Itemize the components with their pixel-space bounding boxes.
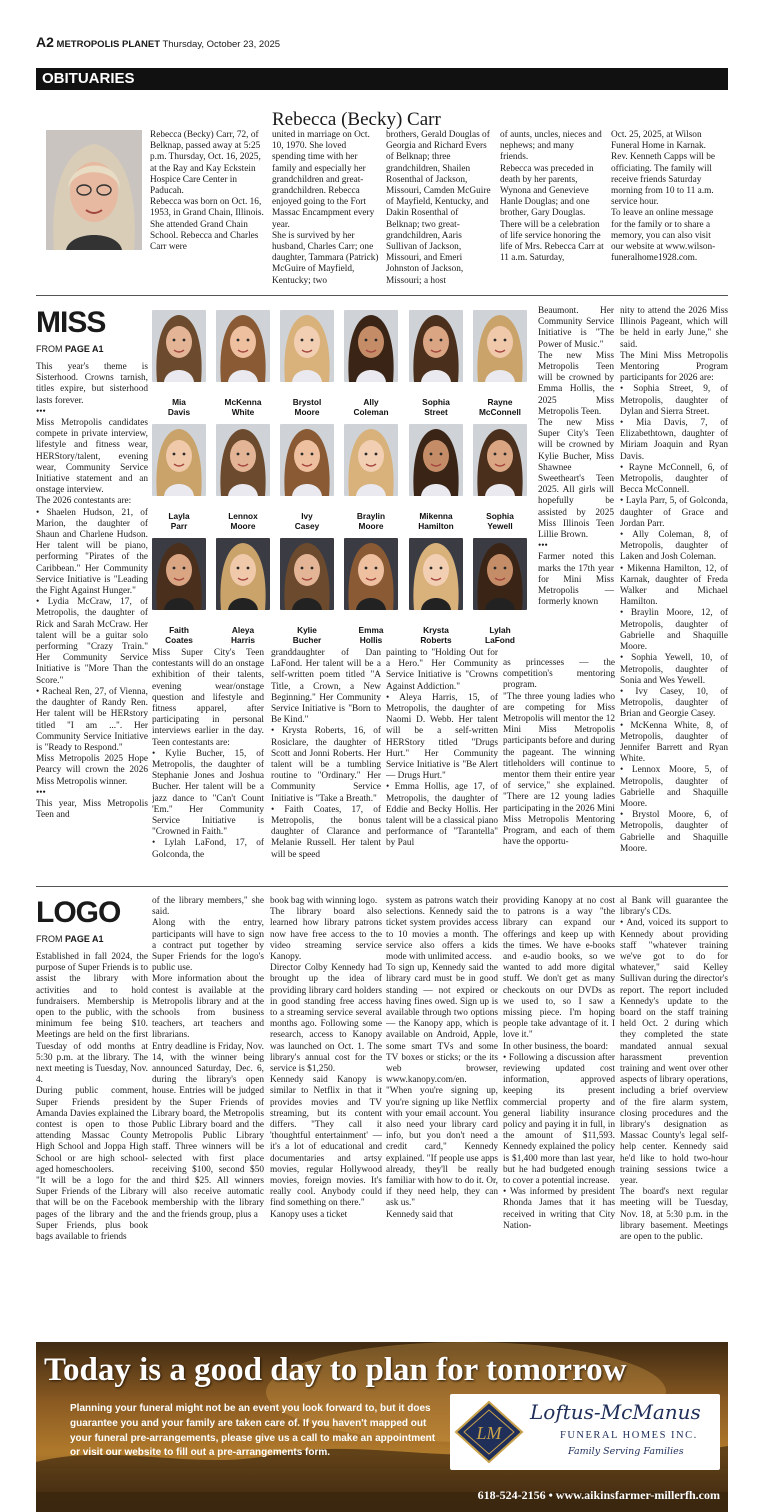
headshot-photo [280,538,334,610]
headshot-caption: Mia Davis [167,397,191,417]
headshot-caption: Aleya Harris [231,625,255,645]
headshot-photo [280,310,334,382]
miss-column-1-text: This year's theme is Sisterhood. Crowns tarnish, titles expire, but sisterhood lasts forever. ••• Miss Metropolis candidates compete in private interview, lifestyle and fitness wear, HERStory/talent, evening wear, Community Service Initiative statement and an onstage interview. The 2026 contestants are: • Shaelen Hudson, 21, of Marion, the daughter of Shaun and Charlene Hudson. Her talent will be piano, performing "Pirates of the Caribbean." Her Community Service Initiative is "Leading the Fight Against Hunger." • Lydia McCraw, 17, of Metropolis, the daughter of Rick and Sarah McCraw. Her talent will be a guitar solo performing "Crazy Train." Her Community Service Initiative is "More Than the Score." • Racheal Ren, 27, of Vienna, the daughter of Randy Ren. Her talent will be HERstory titled "I am ...". Her Community Service Initiative is "Ready to Respond." Miss Metropolis 2025 Hope Pearcy will crown the 2026 Miss Metropolis winner. ••• This year, Miss Metropolis Teen and [36,362,148,821]
headshot-caption: Rayne McConnell [479,397,521,417]
jump-page: PAGE A1 [65,344,104,354]
headshot-caption: Braylin Moore [356,511,386,531]
obituary-column-4: of aunts, uncles, nieces and nephews; and many friends. Rebecca was preceded in death by her parents, Wynona and Genevieve Hanle Douglas; and one brother, Gary Douglas. There will be a celebration of life service honoring the life of Mrs. Rebecca Carr at 11 a.m. Saturday, [500,130,604,264]
paper-name: METROPOLIS PLANET [56,39,160,50]
obituary-column-1: Rebecca (Becky) Carr, 72, of Belknap, passed away at 5:25 p.m. Thursday, Oct. 16, 2025, at the Ray and Kay Eckstein Hospice Care Center in Paducah. Rebecca was born on Oct. 16, 1953, in Grand Chain, Illinois. She attended Grand Chain School. Rebecca and Charles Carr were [150,130,264,253]
ad-headline: Today is a good day to plan for tomorrow [44,1352,627,1388]
headshot-photo [344,538,398,610]
logo-column-4: system as patrons watch their selections. Kennedy said the ticket system provides access to 10 movies a month. The service also offers a kids mode with unlimited access. To sign up, Kennedy said the library card must be in good standing — not expired or having fines owed. Sign up is available through two options — the Kanopy app, which is available on Android, Apple, some smart TVs and some TV boxes or sticks; or the its web browser, www.kanopy.com/en. "When you're signing up, you're signing up like Netflix with your email account. You also need your library card info, but you don't need a credit card," Kennedy explained. "If people use apps already, they'll be really familiar with how to do it. Or, if they need help, they can ask us." Kennedy said that [386,896,498,1220]
headshot-caption: Lylah LaFond [485,625,515,645]
logo-column-5: providing Kanopy at no cost to patrons is a way "the library can expand our offerings and keep up with the times. We have e-books and e-audio books, so we wanted to add more digital stuff. We don't get as many checkouts on our DVDs as we used to, so I saw a missing piece. I'm hoping people take advantage of it. I love it." In other business, the board: • Following a discussion after reviewing updated cost information, approved keeping its present commercial property and general liability insurance policy and paying it in full, in the amount of $11,593. Kennedy explained the policy is $1,400 more than last year, but he had budgeted enough to cover a potential increase. • Was informed by president Rhonda James that it has received in writing that City Nation- [503,896,615,1231]
logo-column-3: book bag with winning logo. The library board also learned how library patrons now have free access to the video streaming service Kanopy. Director Colby Kennedy had brought up the idea of providing library card holders in good standing free access to a streaming service several months ago. Following some research, access to Kanopy was launched on Oct. 1. The library's annual cost for the service is $1,250. Kennedy said Kanopy is similar to Netflix in that it provides movies and TV streaming, but its content differs. "They call it 'thoughtful entertainment' — it's a lot of educational and documentaries and artsy movies, regular Hollywood movies, foreign movies. It's really cool. Anybody could find something on there." Kanopy uses a ticket [270,896,382,1220]
miss-column-6: nity to attend the 2026 Miss Illinois Pageant, which will be held in early June," she said. The Mini Miss Metropolis Mentoring Program participants for 2026 are: • Sophia Street, 9, of Metropolis, daughter of Dylan and Sierra Street. • Mia Davis, 7, of Elizabethtown, daughter of Miriam Joaquin and Ryan Davis. • Rayne McConnell, 6, of Metropolis, daughter of Becca McConnell. • Layla Parr, 5, of Golconda, daughter of Grace and Jordan Parr. • Ally Coleman, 8, of Metropolis, daughter of Laken and Josh Coleman. • Mikenna Hamilton, 12, of Karnak, daughter of Freda Walker and Michael Hamilton. • Braylin Moore, 12, of Metropolis, daughter of Gabrielle and Shaquille Moore. • Sophia Yewell, 10, of Metropolis, daughter of Sonia and Wes Yewell. • Ivy Casey, 10, of Metropolis, daughter of Brian and Georgie Casey. • McKenna White, 8, of Metropolis, daughter of Jennifer Barrett and Ryan White. • Lennox Moore, 5, of Metropolis, daughter of Gabrielle and Shaquille Moore. • Brystol Moore, 6, of Metropolis, daughter of Gabrielle and Shaquille Moore. [620,306,728,854]
miss-column-3: granddaughter of Dan LaFond. Her talent will be a self-written poem titled "A Title, a Crown, a New Beginning." Her Community Service Initiative is "Born to Be Kind." • Krysta Roberts, 16, of Rosiclare, the daughter of Scott and Jonni Roberts. Her talent will be a tumbling routine to "Ordinary." Her Community Service Initiative is "Take a Breath." • Faith Coates, 17, of Metropolis, the bonus daughter of Clarance and Melanie Russell. Her talent will be speed [271,648,381,860]
headshot-photo [152,424,206,496]
miss-column-5-top: Beaumont. Her Community Service Initiative is "The Power of Music." The new Miss Metropolis Teen will be crowned by Emma Hollis, the 2025 Miss Metropolis Teen. The new Miss Super City's Teen will be crowned by Kylie Bucher, Miss Shawnee Sweetheart's Teen 2025. All girls will hopefully be assisted by 2025 Miss Illinois Teen Lillie Brown. ••• Farmer noted this marks the 17th year for Mini Miss Metropolis — formerly known [538,306,614,608]
logo-script: Loftus-McManus [530,1400,701,1424]
logo-sub: FUNERAL HOMES INC. [560,1430,698,1441]
section-header: OBITUARIES [36,68,728,90]
obituary-name: Rebecca (Becky) Carr [272,109,441,130]
headshot-caption: Lennox Moore [228,511,258,531]
headshot-caption: Ally Coleman [353,397,389,417]
headshot-caption: Faith Coates [165,625,193,645]
ad-body: Planning your funeral might not be an event you look forward to, but it does guarantee you and your family are taken care of. If you haven't mapped out your funeral pre-arrangements, please give us a call to make an appointment or visit our website to fill out a pre-arrangements form. [70,1403,436,1459]
headshot-photo [280,424,334,496]
headshot-photo [216,310,270,382]
miss-jump-line [36,344,104,354]
miss-column-2: Miss Super City's Teen contestants will do an onstage exhibition of their talents, evening wear/onstage question and lifestyle and fitness apparel, after participating in personal interviews earlier in the day. Teen contestants are: • Kylie Bucher, 15, of Metropolis, the daughter of Stephanie Jones and Joshua Bucher. Her talent will be a jazz dance to "Can't Count 'Em." Her Community Service Initiative is "Crowned in Faith." • Lylah LaFond, 17, of Golconda, the [152,648,264,860]
logo-column-2: of the library members," she said. Along with the entry, participants will have to sign a contract put together by Super Friends for the logo's public use. More information about the contest is available at the Metropolis library and at the schools from business teachers, art teachers and librarians. Entry deadline is Friday, Nov. 14, with the winner being announced Saturday, Dec. 6, during the library's open house. Entries will be judged by the Super Friends of Library board, the Metropolis Public Library board and the Metropolis Public Library staff. Three winners will be selected with first place receiving $100, second $50 and third $25. All winners will also receive automatic membership with the library and the friends group, plus a [152,896,264,1220]
funeral-home-ad [36,1342,728,1512]
headshot-caption: Emma Hollis [358,625,384,645]
monogram-icon [454,1400,524,1464]
logo-jump-line [36,934,104,944]
headshot-caption: Krysta Roberts [420,625,452,645]
obituary-column-3: brothers, Gerald Douglas of Georgia and Richard Evers of Belknap; three grandchildren, Shailen Rosenthal of Jackson, Missouri, Camden McGuire of Mayfield, Kentucky, and Dakin Rosenthal of Belknap; two great-grandchildren, Aaris Sullivan of Jackson, Missouri, and Emeri Johnston of Jackson, Missouri; a host [386,130,491,286]
headshot-caption: Sophia Street [422,397,450,417]
headshot-caption: Mikenna Hamilton [418,511,454,531]
headshot-photo [473,424,527,496]
issue-date: Thursday, October 23, 2025 [162,39,281,50]
jump-page: PAGE A1 [65,934,104,944]
headshot-photo [344,310,398,382]
jump-from: FROM [36,934,63,944]
miss-column-4: painting to "Holding Out for a Hero." Her Community Service Initiative is "Crowns Against Addiction." • Aleya Harris, 15, of Metropolis, the daughter of Naomi D. Webb. Her talent will be a self-written HERStory titled "Drugs Hurt." Her Community Service Initiative is "Be Alert — Drugs Hurt." • Emma Hollis, age 17, of Metropolis, the daughter of Eddie and Becky Hollis. Her talent will be a classical piano performance of "Tarantella" by Paul [386,648,498,849]
funeral-home-logo [450,1394,720,1470]
headshot-caption: Ivy Casey [294,511,320,531]
headshot-caption: Layla Parr [168,511,190,531]
monogram-text: LM [476,1423,502,1443]
headshot-photo [152,538,206,610]
headshot-photo [344,424,398,496]
miss-kicker: MISS [36,306,106,339]
headshot-caption: Sophia Yewell [486,511,514,531]
headshot-photo [473,538,527,610]
headshot-photo [152,310,206,382]
obituary-column-5: Oct. 25, 2025, at Wilson Funeral Home in Karnak. Rev. Kenneth Capps will be officiating. The family will receive friends Saturday morning from 10 to 11 a.m. service hour. To leave an online message for the family or to share a memory, you can also visit our website at www.wilson-funeralhome1928.com. [611,130,716,264]
headshot-caption: Kylie Bucher [292,625,322,645]
logo-kicker: LOGO [36,896,121,929]
headshot-photo [409,310,463,382]
folio [36,34,736,52]
obituary-column-2: united in marriage on Oct. 10, 1970. She loved spending time with her family and especially her grandchildren and great-grandchildren. Rebecca enjoyed going to the Fort Massac Encampment every year. She is survived by her husband, Charles Carr; one daughter, Tammara (Patrick) McGuire of Mayfield, Kentucky; two [272,130,379,286]
obituary-photo [46,130,142,250]
headshot-photo [409,538,463,610]
logo-column-6: al Bank will guarantee the library's CDs. • And, voiced its support to Kennedy about providing staff "whatever training we've got to do for whatever," said Kelley Sullivan during the director's report. The report included Kennedy's update to the board on the staff training held Oct. 2 during which they completed the state mandated annual sexual harassment prevention training and went over other aspects of library operations, including a brief overview of the fire alarm system, closing procedures and the library's designation as Massac County's legal self-help center. Kennedy said he'd like to hold two-hour training sessions twice a year. The board's next regular meeting will be Tuesday, Nov. 18, at 5:30 p.m. in the library basement. Meetings are open to the public. [620,896,728,1243]
headshot-photo [216,538,270,610]
jump-from: FROM [36,344,63,354]
headshot-photo [473,310,527,382]
miss-column-5-bottom: as princesses — the competition's mentoring program. "The three young ladies who are competing for Miss Metropolis will mentor the 12 Mini Miss Metropolis participants before and during the pageant. The winning titleholders will continue to mentor them their entire year of service," she explained. "There are 12 young ladies participating in the 2026 Mini Miss Metropolis Mentoring Program, and each of them have the opportu- [503,658,615,848]
logo-column-1: Established in fall 2024, the purpose of Super Friends is to assist the library with activities and to hold fundraisers. Membership is open to the public, with the minimum fee being $10. Meetings are held on the first Tuesday of odd months at 5:30 p.m. at the library. The next meeting is Tuesday, Nov. 4. During public comment, Super Friends president Amanda Davies explained the contest is open to those attending Massac County High School and Joppa High School or are high school-aged homeschoolers. "It will be a logo for the Super Friends of the Library that will be on the Facebook pages of the library and the Super Friends, plus book bags available to friends [36,952,148,1243]
story-divider [36,886,728,887]
headshot-caption: Brystol Moore [292,397,322,417]
headshot-caption: McKenna White [224,397,262,417]
headshot-photo [216,424,270,496]
page-number: A2 [36,34,54,50]
logo-tagline: Family Serving Families [568,1446,684,1457]
headshot-photo [409,424,463,496]
ad-contact: 618-524-2156 • www.aikinsfarmer-millerfh.com [477,1488,720,1502]
